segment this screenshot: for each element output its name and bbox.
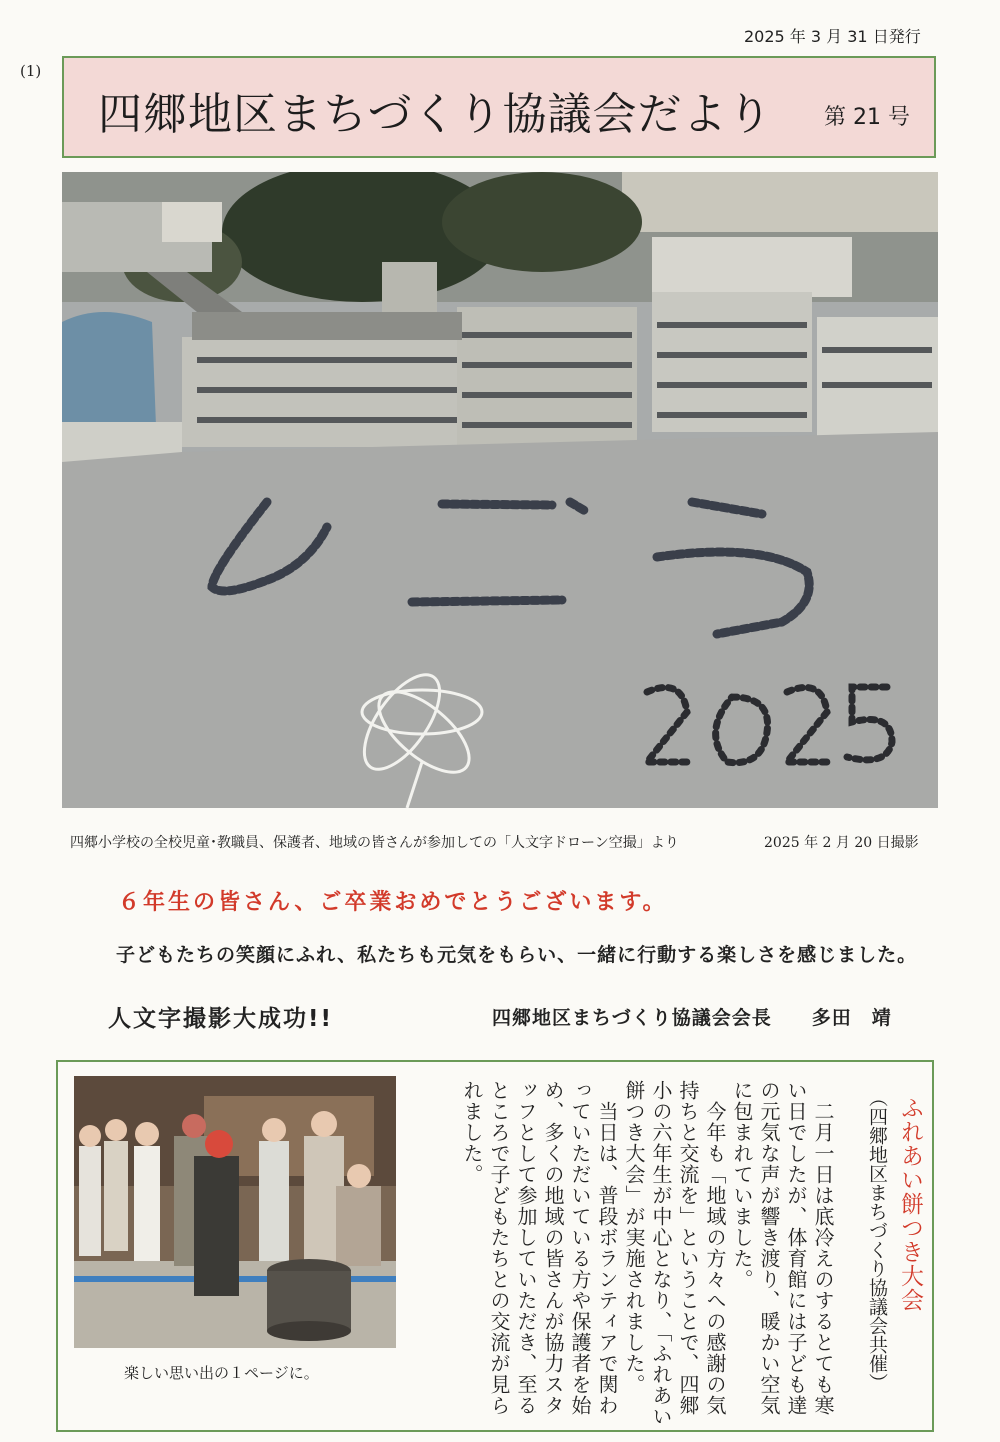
event-title: ふれあい餅つき大会 [897, 1096, 923, 1312]
article-body [414, 1080, 836, 1430]
event-host: （四郷地区まちづくり協議会共催） [866, 1088, 888, 1392]
success-message: 人文字撮影大成功!! [108, 1006, 333, 1032]
newsletter-title: 四郷地区まちづくり協議会だより [98, 89, 773, 140]
issue-number: 第 21 号 [824, 105, 910, 130]
mochi-event-photo [74, 1076, 396, 1348]
masthead [62, 56, 936, 158]
page-number: (1) [20, 62, 42, 80]
graduation-message: ６年生の皆さん、ご卒業おめでとうございます。 [118, 890, 668, 915]
hero-caption: 四郷小学校の全校児童･教職員、保護者、地域の皆さんが参加しての「人文字ドローン空撮」より [70, 835, 679, 851]
hero-date: 2025 年 2 月 20 日撮影 [764, 835, 919, 851]
article-paragraph: 二月一日は底冷えのするとても寒い日でしたが、体育館には子ども達の元気な声が響き渡り、暖かい空気に包まれていました。 [730, 1080, 835, 1416]
article-paragraph: 当日は、普段ボランティアで関わっていただいている方や保護者を始め、多くの地域の皆さんが協力スタッフとして参加していただき、至るところで子どもたちとの交流が見られました。 [460, 1080, 619, 1416]
issue-date: 2025 年 3 月 31 日発行 [744, 27, 921, 46]
chairman-signature: 四郷地区まちづくり協議会会長 多田 靖 [492, 1007, 892, 1029]
kids-message: 子どもたちの笑顔にふれ、私たちも元気をもらい、一緒に行動する楽しさを感じました。 [116, 944, 918, 966]
photo-caption: 楽しい思い出の１ページに。 [124, 1364, 319, 1382]
aerial-photo [62, 172, 938, 808]
article-paragraph: 今年も「地域の方々への感謝の気持ちと交流を」ということで、四郷小の六年生が中心となり、「ふれあい餅つき大会」が実施されました。 [622, 1080, 727, 1427]
